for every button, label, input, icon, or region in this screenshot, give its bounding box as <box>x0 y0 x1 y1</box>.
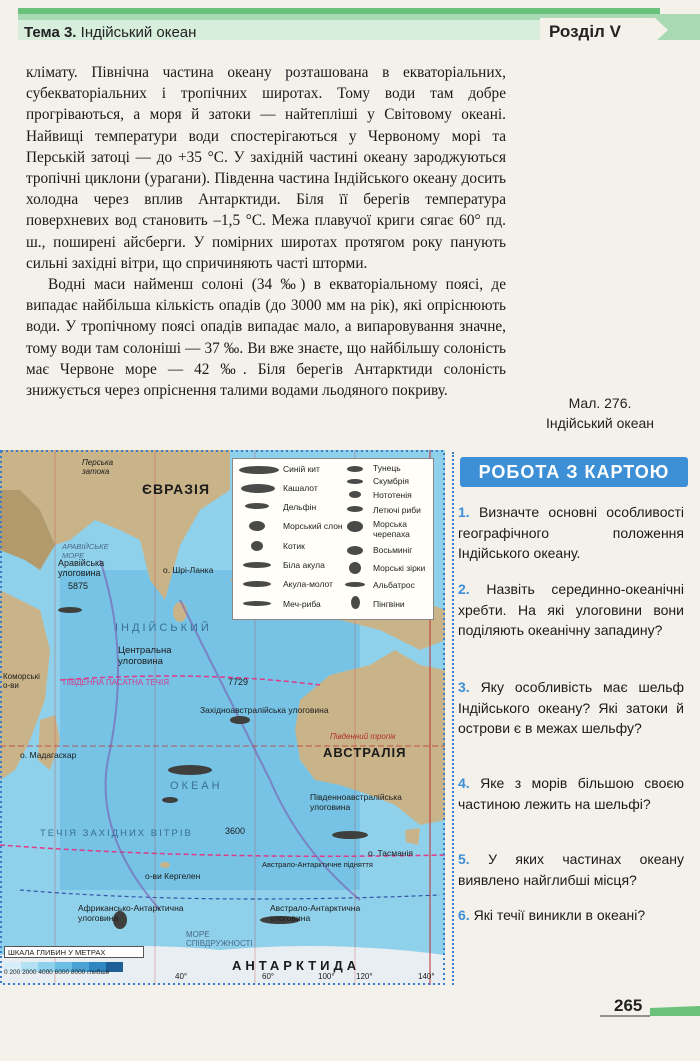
label-madagascar: о. Мадагаскар <box>20 750 77 760</box>
legend-item: Тунець <box>373 463 401 473</box>
label-arabian-sea: АРАВІЙСЬКЕ МОРЕ <box>62 542 109 560</box>
topic-name: Індійський океан <box>80 24 197 41</box>
hammerhead-icon <box>243 581 271 587</box>
label-australia-antarctic-basin: Австрало-Антарктична улоговина <box>270 903 361 923</box>
depth-scale-values: 0 200 2000 4000 6000 8000 глибше <box>4 969 110 976</box>
map-tasks-panel <box>452 452 694 985</box>
task-2: 2. Назвіть серединно-океанічні хребти. На які улоговини вони поділяють океанічну западину? <box>458 581 685 638</box>
label-antarctica: АНТАРКТИДА <box>232 958 361 973</box>
label-south-australian-basin: Південноавстралійська улоговина <box>310 792 402 812</box>
depth-scale-title: ШКАЛА ГЛИБИН У МЕТРАХ <box>4 946 144 958</box>
label-ocean: ОКЕАН <box>170 780 223 792</box>
label-arabian-basin: Аравійська улоговина <box>58 558 105 578</box>
starfish-icon <box>349 562 361 574</box>
label-africa-antarctic-basin: Африкансько-Антарктична улоговина <box>78 903 184 923</box>
legend-item: Летючі риби <box>373 505 421 515</box>
sea-turtle-icon <box>347 521 363 532</box>
caption-number: Мал. 276. <box>568 395 632 411</box>
flying-fish-icon <box>347 506 363 512</box>
dolphin-icon <box>245 503 269 509</box>
label-depth-7729: 7729 <box>228 677 249 687</box>
sperm-whale-icon <box>241 484 275 493</box>
white-shark-icon <box>243 562 271 568</box>
label-lon-140: 140° <box>418 972 435 981</box>
legend-item: Акула-молот <box>283 579 333 589</box>
topic-label: Тема 3. <box>24 24 77 41</box>
legend-item: Пінгвіни <box>373 599 405 609</box>
figure-caption <box>525 393 675 433</box>
notothenia-icon <box>349 491 361 498</box>
legend-item: Морські зірки <box>373 563 426 573</box>
body-text <box>26 62 506 401</box>
legend-item: Морський слон <box>283 521 343 531</box>
label-australia: АВСТРАЛІЯ <box>323 745 407 760</box>
label-lon-120: 120° <box>356 972 373 981</box>
label-comoros: Коморські о-ви <box>3 672 40 690</box>
legend-item: Кашалот <box>283 483 318 493</box>
label-central-basin: Центральна улоговина <box>118 645 172 667</box>
task-1: 1. Визначте основні особливості географічного положення Індійського океану. <box>458 504 685 561</box>
legend-item: Восьминіг <box>373 545 413 555</box>
label-tasmania: о. Тасманія <box>368 848 413 858</box>
legend-item: Нототенія <box>373 490 412 500</box>
label-west-australian-basin: Західноавстралійська улоговина <box>200 705 329 715</box>
label-tropic-south: Південний тропік <box>330 732 396 741</box>
task-5: 5. У яких частинах океану виявлено найглибші місця? <box>458 851 684 888</box>
legend-item: Морська черепаха <box>373 519 410 539</box>
label-sri-lanka: о. Шрі-Ланка <box>163 565 214 575</box>
swordfish-icon <box>243 601 271 606</box>
legend-item: Дельфін <box>283 502 317 512</box>
label-eurasia: ЄВРАЗІЯ <box>142 481 211 497</box>
label-persian-gulf: Перська затока <box>82 458 114 476</box>
task-3: 3. Яку особливість має шельф Індійського океану? Які затоки й острови є в межах шельфу? <box>458 679 685 736</box>
label-depth-3600: 3600 <box>225 826 246 836</box>
caption-title: Індійський океан <box>545 415 655 431</box>
depth-scale <box>4 946 144 980</box>
label-lon-100: 100° <box>318 972 335 981</box>
task-6: 6. Які течії виникли в океані? <box>458 907 646 923</box>
label-kerguelen: о-ви Кергелен <box>145 871 201 881</box>
blue-whale-icon <box>239 466 279 474</box>
label-indian: ІНДІЙСЬКИЙ <box>115 622 212 634</box>
mackerel-icon <box>347 479 363 484</box>
label-lon-40: 40° <box>175 972 188 981</box>
label-commonwealth-sea: МОРЕ СПІВДРУЖНОСТІ <box>186 930 253 948</box>
legend-item: Біла акула <box>283 560 325 570</box>
legend-item: Альбатрос <box>373 580 415 590</box>
map-legend <box>232 458 434 620</box>
fur-seal-icon <box>251 541 263 551</box>
elephant-seal-icon <box>249 521 265 531</box>
label-australia-antarctic-rise: Австрало-Антарктичне підняття <box>262 860 373 869</box>
page-number: 265 <box>614 996 643 1015</box>
paragraph-1: клімату. Північна частина океану розташована в екваторіальних, субекваторіальних і тропічних широтах. Тому води там добре прогріваються, а моря й затоки — найтепліші у Світовому океані. Найвищі температури води спостерігаються у Червоному морі та Перській затоці — до +35 °С. У західній частині океану зароджуються тропічні циклони (урагани). Південна частина Індійського океану досить холодна через вплив Антарктиди. Біля її берегів температура поверхневих вод становить –1,5 °С. Межа плавучої криги сягає 60° пд. ш., поширені айсберги. У помірних широтах протягом року панують сильні західні вітри, що спричиняють часті шторми. <box>26 64 506 272</box>
label-south-trade-current: ПІВДЕННА ПАСАТНА ТЕЧІЯ <box>63 678 169 687</box>
paragraph-2: Водні маси найменш солоні (34 ‰) в екваторіальному поясі, де випадає найбільша кількість опадів (до 3000 мм на рік), які опріснюють води. У тропічному поясі опадів випадає мало, а випаровування значне, тому води там солоніші — 37 ‰. Ви вже знаєте, що найбільшу солоність має Червоне море — 42 ‰. Біля берегів Антарктиди солоність знижується через опріснення талими водами льодяного покриву. <box>26 276 506 400</box>
octopus-icon <box>347 546 363 555</box>
topic-title <box>24 24 196 41</box>
albatross-icon <box>345 582 365 587</box>
legend-item: Скумбрія <box>373 476 409 486</box>
penguin-icon <box>351 596 360 609</box>
tuna-icon <box>347 466 363 472</box>
label-lon-60: 60° <box>262 972 275 981</box>
depth-scale-bar <box>4 959 144 969</box>
task-4: 4. Яке з морів більшою своєю частиною лежить на шельфі? <box>458 775 684 812</box>
legend-item: Меч-риба <box>283 599 321 609</box>
label-depth-5875: 5875 <box>68 581 89 591</box>
legend-item: Котик <box>283 541 305 551</box>
label-west-winds-current: ТЕЧІЯ ЗАХІДНИХ ВІТРІВ <box>40 828 193 839</box>
legend-item: Синій кит <box>283 464 320 474</box>
section-label: Розділ V <box>549 22 621 41</box>
tasks-title: РОБОТА З КАРТОЮ <box>460 457 688 487</box>
